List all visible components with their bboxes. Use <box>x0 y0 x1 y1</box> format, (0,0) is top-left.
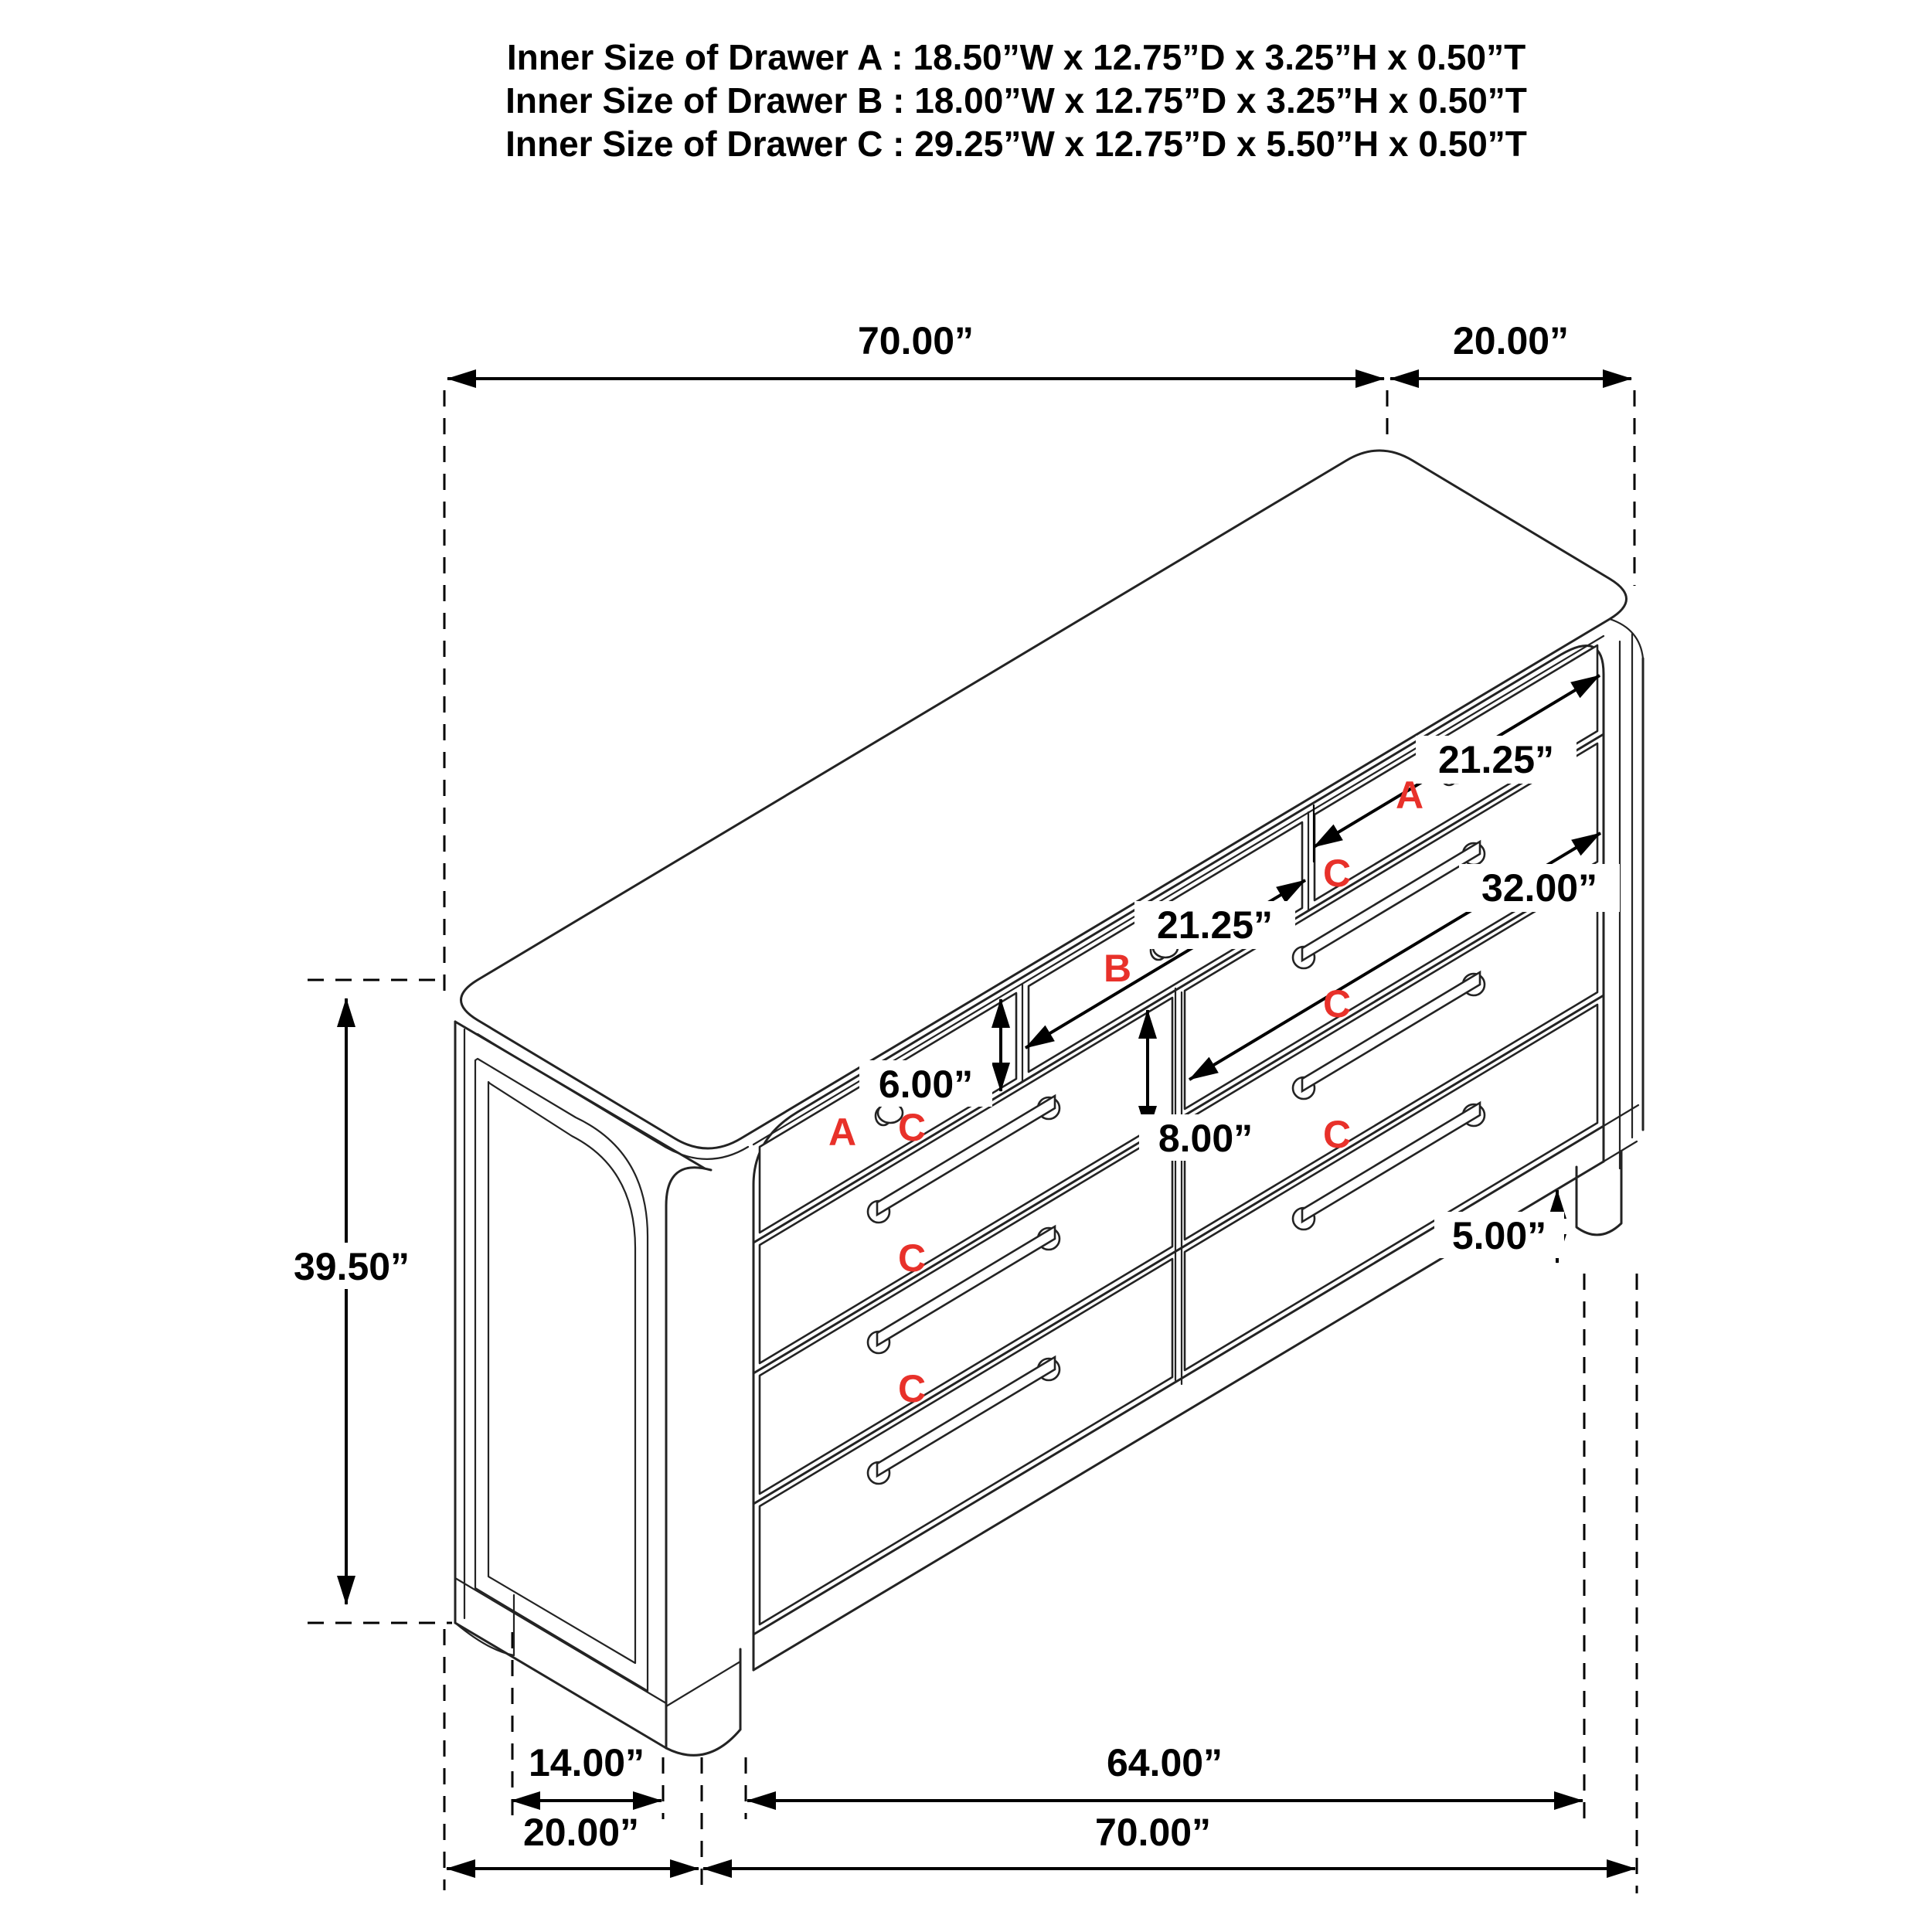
label-drawer-c3-right: C <box>1322 1113 1352 1156</box>
dim-base-width-label: 70.00” <box>1094 1811 1212 1854</box>
header-note <box>505 37 1527 164</box>
label-drawer-a-right: A <box>1395 774 1424 817</box>
bank-divider <box>1175 988 1182 1384</box>
dim-leg-setback-label: 14.00” <box>528 1741 645 1784</box>
dim-base-clearance-label: 5.00” <box>1451 1214 1547 1257</box>
front-stile-outer <box>666 1168 711 1748</box>
dim-base-depth-label: 20.00” <box>522 1811 640 1854</box>
panel-top-edge <box>455 1022 705 1168</box>
header-line-drawer-a: Inner Size of Drawer A : 18.50”W x 12.75”D x 3.25”H x 0.50”T <box>506 37 1526 77</box>
label-drawer-c2-right: C <box>1322 982 1352 1026</box>
header-line-drawer-b: Inner Size of Drawer B : 18.00”W x 12.75”D x 3.25”H x 0.50”T <box>505 80 1527 121</box>
dim-drawer-c-width-label: 32.00” <box>1481 866 1598 910</box>
dresser-drawing <box>455 451 1643 1755</box>
dim-drawer-b-width-label: 21.25” <box>1156 903 1274 947</box>
dim-top-width-label: 70.00” <box>857 319 975 362</box>
front-left-leg-top <box>666 1662 740 1706</box>
top-edge-band-left <box>478 1034 748 1159</box>
label-drawer-c1-left: C <box>897 1106 927 1149</box>
label-drawer-c2-left: C <box>897 1236 927 1280</box>
label-drawer-c1-right: C <box>1322 852 1352 895</box>
panel-frame-outer <box>475 1059 648 1691</box>
top-edge-band-right <box>1610 619 1643 658</box>
label-drawer-a-left: A <box>828 1111 857 1154</box>
dim-inner-span-label: 64.00” <box>1106 1741 1223 1784</box>
panel-frame-inner <box>488 1082 635 1663</box>
left-end-panel <box>455 1022 740 1755</box>
dim-drawer-a-width-label: 21.25” <box>1437 738 1555 781</box>
front-left-leg <box>666 1649 740 1755</box>
dim-height-label: 39.50” <box>293 1245 410 1288</box>
label-drawer-c3-left: C <box>897 1367 927 1410</box>
dim-c-drawer-height-label: 8.00” <box>1158 1117 1253 1160</box>
dim-top-depth-label: 20.00” <box>1452 319 1570 362</box>
label-drawer-b: B <box>1103 947 1132 990</box>
dim-top-row-height-label: 6.00” <box>878 1063 974 1106</box>
header-line-drawer-c: Inner Size of Drawer C : 29.25”W x 12.75”D x 5.50”H x 0.50”T <box>505 124 1527 164</box>
